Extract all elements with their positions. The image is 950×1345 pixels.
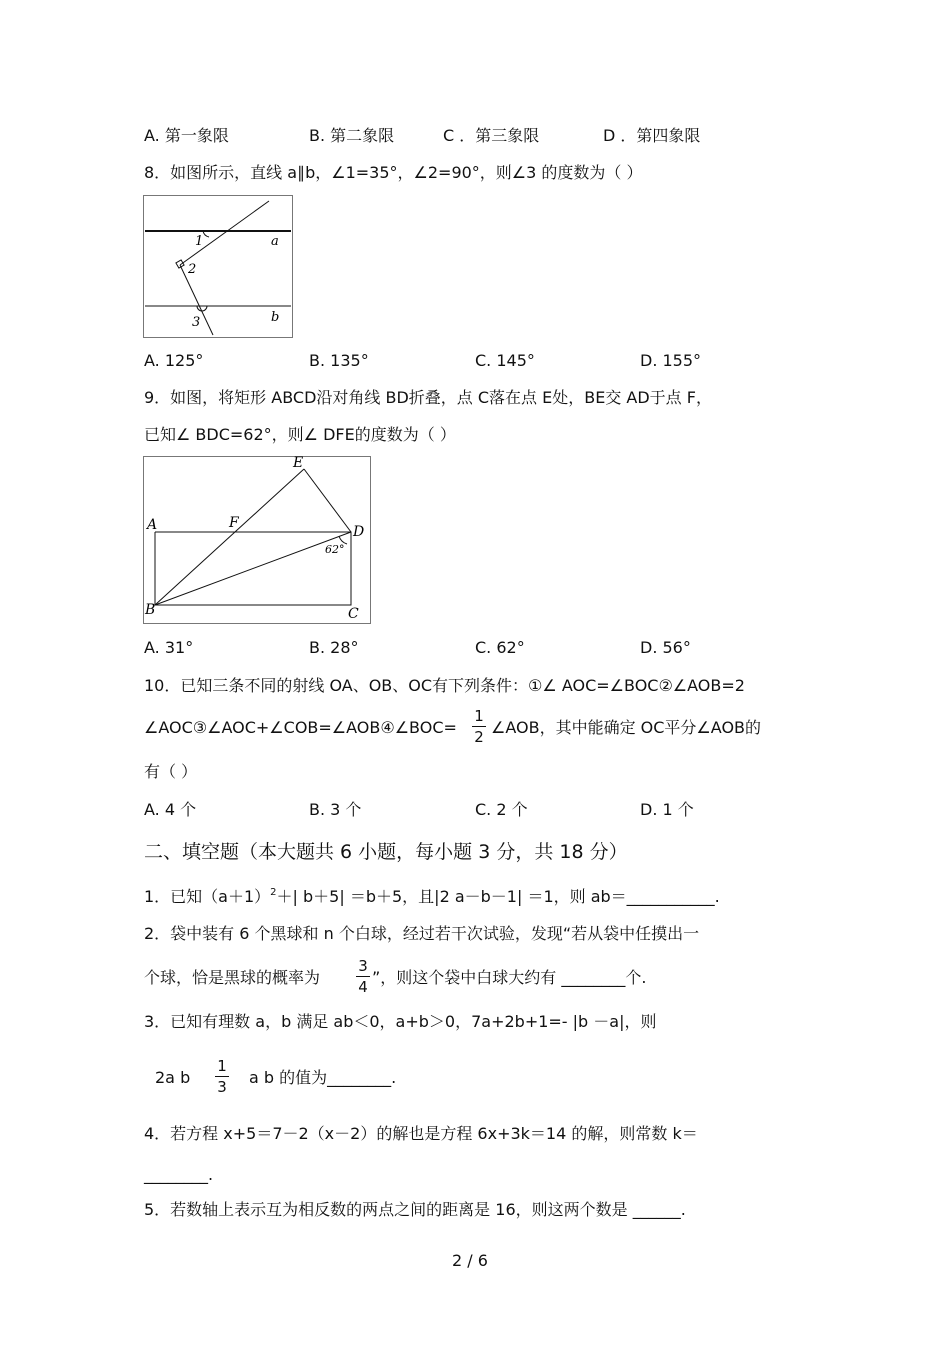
q9-label-E: E <box>293 456 304 471</box>
fill5-line1: 5．若数轴上表示互为相反数的两点之间的距离是 16，则这两个数是 ______. <box>144 1200 686 1219</box>
fill3-expr-a: 2a b <box>155 1068 191 1087</box>
q8-label-a: a <box>271 234 279 249</box>
q10-option-c: C. 2 个 <box>475 800 528 819</box>
q9-figure <box>143 456 371 624</box>
q9-option-c: C. 62° <box>475 638 525 657</box>
q9-angle-label: 62° <box>325 543 345 556</box>
q8-label-3: 3 <box>192 315 201 330</box>
q9-stem-line2: 已知∠ BDC=62°，则∠ DFE的度数为（ ） <box>144 425 456 444</box>
q7-option-c: C ．第三象限 <box>443 126 540 145</box>
q8-stem: 8．如图所示，直线 a∥b，∠1=35°，∠2=90°，则∠3 的度数为（ ） <box>144 163 643 182</box>
q8-figure <box>143 195 293 338</box>
q8-label-2: 2 <box>188 262 197 277</box>
fill3-frac-num: 1 <box>217 1057 227 1075</box>
q9-stem-line1: 9．如图，将矩形 ABCD沿对角线 BD折叠，点 C落在点 E处，BE交 AD于点 F， <box>144 388 712 407</box>
fill2-line2-b: ”，则这个袋中白球大约有 ________个. <box>372 968 647 987</box>
q9-label-C: C <box>348 606 359 622</box>
page-number: 2 / 6 <box>452 1251 488 1270</box>
fill1-sup: 2 <box>270 887 277 898</box>
q10-fraction <box>472 707 486 746</box>
fill1-pre: 1．已知（a＋1） <box>144 887 271 906</box>
q9-option-d: D. 56° <box>640 638 691 657</box>
q7-option-a: A. 第一象限 <box>144 126 229 145</box>
fill1-post: ＋| b＋5| ＝b＋5，且|2 a－b－1| ＝1，则 ab＝___________. <box>276 887 720 906</box>
fill3-frac-den: 3 <box>217 1078 227 1096</box>
fill3-expr-b: a b 的值为________. <box>249 1068 397 1087</box>
q8-option-a: A. 125° <box>144 351 204 370</box>
q10-option-a: A. 4 个 <box>144 800 197 819</box>
q10-frac-num: 1 <box>474 707 484 725</box>
fill4-line1: 4．若方程 x+5＝7－2（x－2）的解也是方程 6x+3k＝14 的解，则常数 k＝ <box>144 1124 698 1143</box>
q10-line1: 10．已知三条不同的射线 OA、OB、OC有下列条件：①∠ AOC=∠BOC②∠AOB=2 <box>144 676 745 695</box>
section2-title: 二、填空题（本大题共 6 小题，每小题 3 分，共 18 分） <box>144 841 628 863</box>
q10-option-d: D. 1 个 <box>640 800 694 819</box>
fill4-line2: ________. <box>144 1165 214 1184</box>
q10-line3: 有（ ） <box>144 762 198 781</box>
q8-option-b: B. 135° <box>309 351 369 370</box>
q7-option-b: B. 第二象限 <box>309 126 395 145</box>
fill2-frac-num: 3 <box>358 957 368 975</box>
fill2-line2-a: 个球，恰是黑球的概率为 <box>144 968 321 987</box>
q10-frac-den: 2 <box>474 728 484 746</box>
q9-label-D: D <box>353 524 365 540</box>
q8-option-c: C. 145° <box>475 351 535 370</box>
fill2-frac-den: 4 <box>358 978 368 996</box>
q9-label-F: F <box>229 515 239 531</box>
q8-label-1: 1 <box>195 234 204 249</box>
q10-option-b: B. 3 个 <box>309 800 362 819</box>
fill3-fraction <box>215 1057 229 1096</box>
q7-option-d: D ．第四象限 <box>603 126 701 145</box>
q8-option-d: D. 155° <box>640 351 702 370</box>
q9-label-A: A <box>147 517 158 533</box>
q10-line2-a: ∠AOC③∠AOC+∠COB=∠AOB④∠BOC= <box>144 718 457 737</box>
q9-label-B: B <box>145 602 156 618</box>
fill2-line1: 2．袋中装有 6 个黑球和 n 个白球，经过若干次试验，发现“若从袋中任摸出一 <box>144 924 700 943</box>
q9-option-b: B. 28° <box>309 638 359 657</box>
fill2-fraction <box>356 957 370 996</box>
fill3-line1: 3．已知有理数 a，b 满足 ab＜0，a+b＞0，7a+2b+1=- |b －a|，则 <box>144 1012 657 1031</box>
q8-label-b: b <box>271 310 280 325</box>
fill1-question <box>144 887 720 910</box>
q10-line2-b: ∠AOB，其中能确定 OC平分∠AOB的 <box>491 718 762 737</box>
q9-option-a: A. 31° <box>144 638 194 657</box>
